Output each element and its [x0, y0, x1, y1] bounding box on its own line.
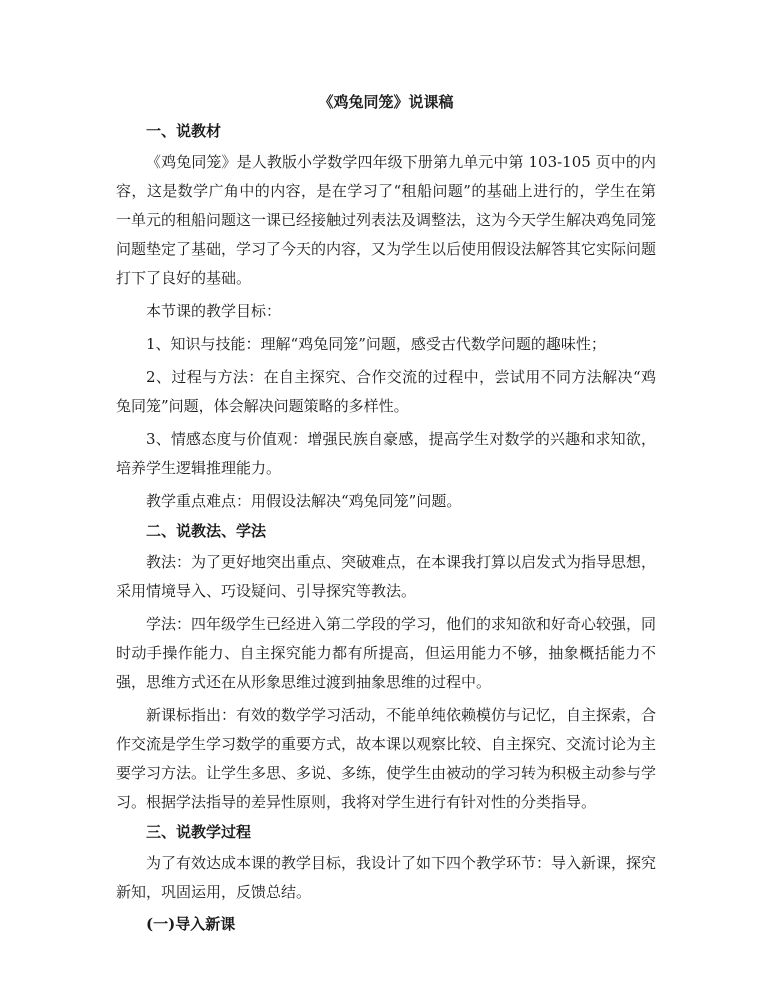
paragraph-goal-3: 3、情感态度与价值观：增强民族自豪感，提高学生对数学的兴趣和求知欲，培养学生逻辑推理能力。: [116, 430, 656, 477]
subsection-heading-1: (一)导入新课: [146, 915, 236, 933]
paragraph-learning-method: 学法：四年级学生已经进入第二学段的学习，他们的求知欲和好奇心较强，同时动手操作能力、自主探究能力都有所提高，但运用能力不够，抽象概括能力不强，思维方式还在从形象思维过渡到抽象思维的过程中。: [116, 615, 657, 691]
section-heading-3: 三、说教学过程: [146, 823, 252, 841]
paragraph-intro: 《鸡兔同笼》是人教版小学数学四年级下册第九单元中第 103-105 页中的内容，这是数学广角中的内容，是在学习了“租船问题”的基础上进行的，学生在第一单元的租船问题这一课已经接触过列表法及调整法，这为今天学生解决鸡兔同笼问题垫定了基础，学习了今天的内容，又为学生以后使用假设法解答其它实际问题打下了良好的基础。: [116, 153, 657, 287]
paragraph-curriculum: 新课标指出：有效的数学学习活动，不能单纯依赖模仿与记忆，自主探索，合作交流是学生学习数学的重要方式，故本课以观察比较、自主探究、交流讨论为主要学习方法。让学生多思、多说、多练，使学生由被动的学习转为积极主动参与学习。根据学法指导的差异性原则，我将对学生进行有针对性的分类指导。: [116, 706, 657, 811]
paragraph-goals-title: 本节课的教学目标：: [146, 302, 282, 320]
page-title: 《鸡兔同笼》说课稿: [318, 93, 454, 111]
paragraph-goal-1: 1、知识与技能：理解“鸡兔同笼”问题，感受古代数学问题的趣味性；: [146, 335, 606, 353]
paragraph-goal-2: 2、过程与方法：在自主探究、合作交流的过程中，尝试用不同方法解决“鸡兔同笼”问题，体会解决问题策略的多样性。: [116, 368, 656, 415]
section-heading-1: 一、说教材: [146, 122, 222, 140]
paragraph-teaching-method: 教法：为了更好地突出重点、突破难点，在本课我打算以启发式为指导思想，采用情境导入、巧设疑问、引导探究等教法。: [116, 553, 657, 600]
paragraph-key-points: 教学重点难点：用假设法解决“鸡兔同笼”问题。: [146, 492, 462, 510]
section-heading-2: 二、说教法、学法: [146, 522, 267, 540]
document-page: [116, 92, 656, 935]
paragraph-process: 为了有效达成本课的教学目标，我设计了如下四个教学环节：导入新课，探究新知，巩固运用，反馈总结。: [116, 854, 657, 901]
